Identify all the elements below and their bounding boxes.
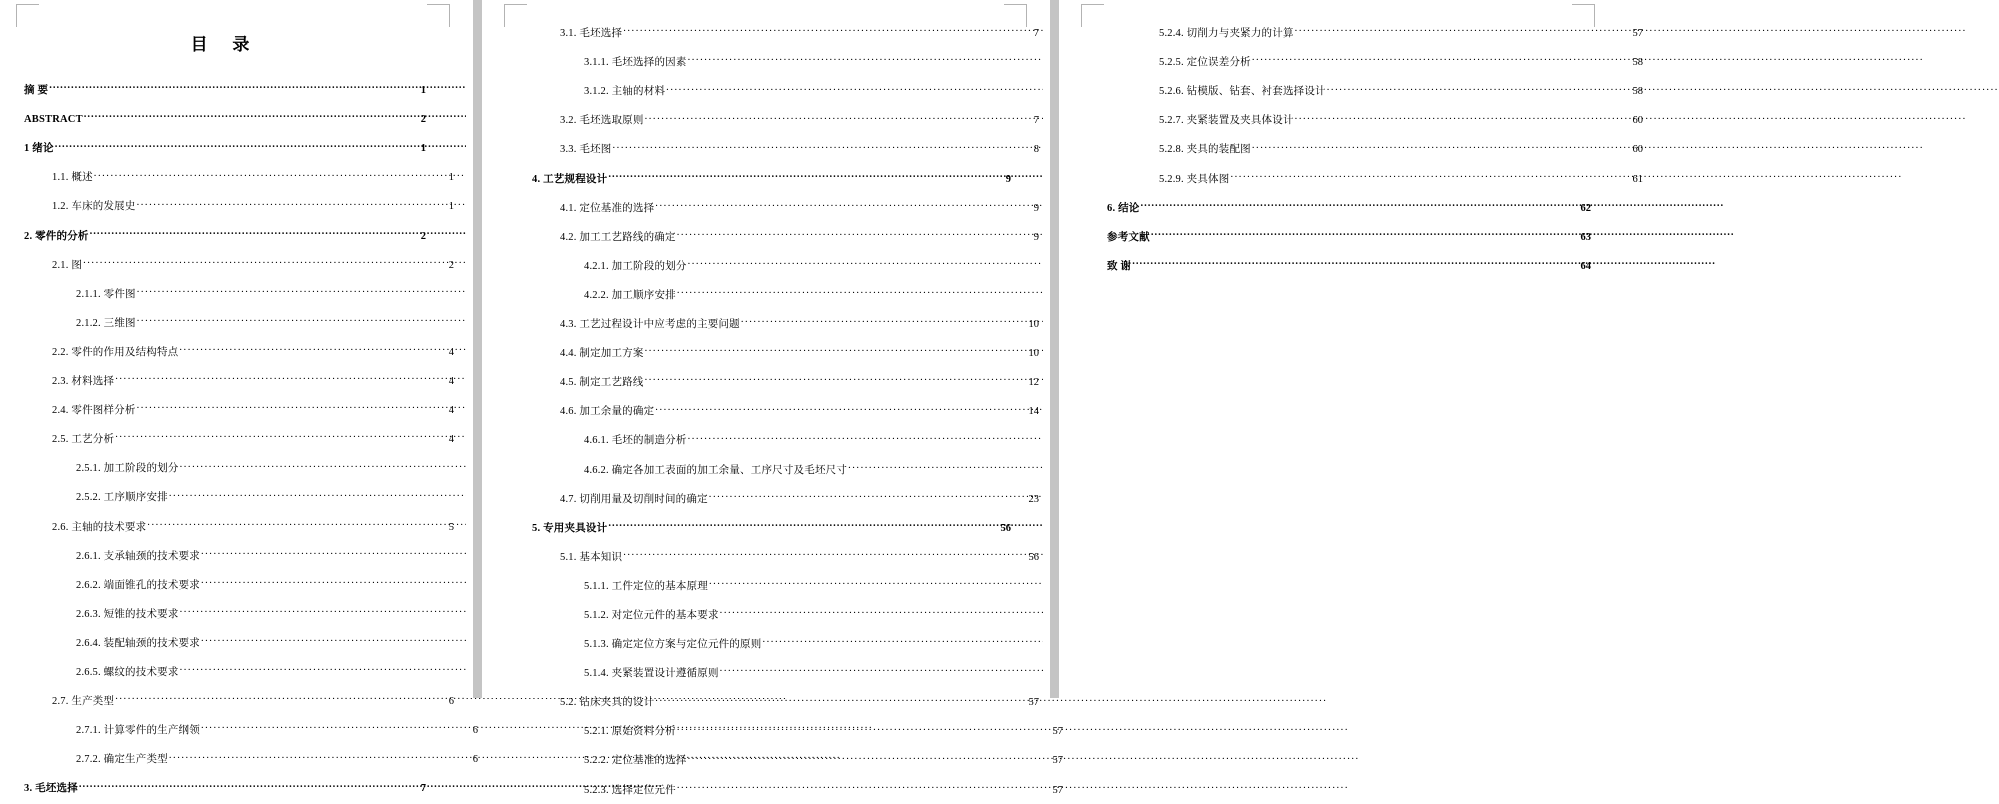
toc-leader-dots <box>1230 171 1631 182</box>
toc-entry-label: 4. 工艺规程设计 <box>532 173 608 185</box>
toc-entry[interactable] <box>24 570 478 599</box>
toc-entry-label: 4.4. 制定加工方案 <box>560 348 644 360</box>
toc-entry-label: 2.2. 零件的作用及结构特点 <box>52 346 179 358</box>
toc-entry-label: 2.6.4. 装配轴颈的技术要求 <box>76 637 200 649</box>
toc-entry-label: 3.3. 毛坯图 <box>560 144 612 156</box>
toc-entry[interactable] <box>24 482 478 511</box>
toc-entry-page-number: 14 <box>1028 406 1039 418</box>
toc-entry-label: 5.2.6. 钻模版、钻套、衬套选择设计 <box>1159 86 1326 98</box>
toc-entry-page-number: 60 <box>1632 144 1643 156</box>
toc-entry[interactable] <box>524 251 1063 280</box>
toc-entry-page-number: 1 <box>448 172 454 184</box>
toc-entry[interactable] <box>524 425 1063 454</box>
toc-leader-dots <box>1295 26 1631 37</box>
toc-leader-dots <box>666 84 1051 95</box>
toc-entry[interactable] <box>524 454 1063 483</box>
toc-leader-dots <box>1132 258 1579 269</box>
toc-entry-label: 5.2.4. 切削力与夹紧力的计算 <box>1159 28 1294 40</box>
toc-entry[interactable] <box>24 220 426 249</box>
toc-entry-label: 5.1.3. 确定定位方案与定位元件的原则 <box>584 639 762 651</box>
toc-entry-label: 2.6. 主轴的技术要求 <box>52 521 147 533</box>
toc-entry-label: 1 绪论 <box>24 143 54 155</box>
document-page-1 <box>0 0 478 795</box>
toc-leader-dots <box>90 228 414 239</box>
toc-leader-dots <box>201 548 466 559</box>
toc-entry-label: 2.1. 图 <box>52 259 83 271</box>
toc-entry[interactable] <box>1101 76 1643 105</box>
toc-entry-page-number: 57 <box>1632 28 1643 40</box>
toc-entry-label: 2.5. 工艺分析 <box>52 434 115 446</box>
toc-entry-label: 2.7.1. 计算零件的生产纲领 <box>76 725 200 737</box>
toc-entry[interactable] <box>524 76 1063 105</box>
toc-entry-page-number: 57 <box>1052 784 1063 796</box>
toc-entry-label: 2.1.1. 零件图 <box>76 288 136 300</box>
toc-leader-dots <box>94 170 442 181</box>
toc-entry-page-number: 12 <box>1028 377 1039 389</box>
toc-leader-dots <box>645 375 1027 386</box>
toc-entry-label: 5.2.8. 夹具的装配图 <box>1159 144 1251 156</box>
toc-entry-label: 5.2.3. 选择定位元件 <box>584 784 676 796</box>
toc-leader-dots <box>83 257 442 268</box>
toc-entry[interactable] <box>1101 163 1643 192</box>
toc-entry-label: 4.5. 制定工艺路线 <box>560 377 644 389</box>
toc-entry-label: 2.4. 零件图样分析 <box>52 405 136 417</box>
toc-entry-page-number: 8 <box>1033 144 1039 156</box>
toc-entry-label: 致 谢 <box>1107 260 1132 272</box>
toc-entry-label: 2.3. 材料选择 <box>52 376 115 388</box>
toc-entry-label: 2.6.5. 螺纹的技术要求 <box>76 666 179 678</box>
toc-entry-page-number: 4 <box>448 346 454 358</box>
toc-leader-dots <box>137 403 442 414</box>
toc-entry-label: 2.7. 生产类型 <box>52 696 115 708</box>
toc-leader-dots <box>608 171 999 182</box>
toc-leader-dots <box>741 317 1027 328</box>
toc-entry[interactable] <box>24 599 478 628</box>
toc-leader-dots <box>1151 229 1579 240</box>
toc-entry-page-number: 1 <box>448 201 454 213</box>
toc-leader-dots <box>169 490 466 501</box>
toc-entry-label: 5. 专用夹具设计 <box>532 522 608 534</box>
toc-leader-dots <box>623 26 1027 37</box>
toc-entry-label: 5.1.2. 对定位元件的基本要求 <box>584 609 719 621</box>
toc-entry-label: 5.1.4. 夹紧装置设计遵循原则 <box>584 668 719 680</box>
toc-entry[interactable] <box>1101 134 1643 163</box>
toc-entry-page-number: 63 <box>1580 231 1591 243</box>
toc-leader-dots <box>49 83 414 94</box>
toc-entry-label: 2. 零件的分析 <box>24 230 89 242</box>
toc-entry-page-number: 1 <box>420 143 426 155</box>
toc-entry-label: 5.2.5. 定位误差分析 <box>1159 57 1251 69</box>
toc-entry[interactable] <box>524 396 1039 425</box>
toc-entry[interactable] <box>524 280 1063 309</box>
toc-entry-page-number: 7 <box>1033 115 1039 127</box>
page-title: 目 录 <box>190 35 260 54</box>
toc-entry-label: 5.2.2. 定位基准的选择 <box>584 755 687 767</box>
toc-entry[interactable] <box>524 658 1063 687</box>
toc-leader-dots <box>848 462 1051 473</box>
toc-entry-label: 5.1.1. 工件定位的基本原理 <box>584 580 708 592</box>
toc-entry-label: 4.2.1. 加工阶段的划分 <box>584 260 687 272</box>
toc-entry-label: 2.5.2. 工序顺序安排 <box>76 492 168 504</box>
toc-entry-label: 3.1. 毛坯选择 <box>560 28 623 40</box>
toc-list-page-1 <box>24 75 478 802</box>
toc-entry-page-number: 57 <box>1028 697 1039 709</box>
toc-entry-page-number: 61 <box>1632 173 1643 185</box>
toc-entry[interactable] <box>24 337 454 366</box>
toc-entry[interactable] <box>524 716 1063 745</box>
toc-entry-page-number: 5 <box>448 521 454 533</box>
toc-entry[interactable] <box>24 162 454 191</box>
toc-entry-page-number: 7 <box>420 783 426 795</box>
toc-entry[interactable] <box>524 367 1039 396</box>
toc-entry[interactable] <box>24 453 478 482</box>
toc-leader-dots <box>612 142 1027 153</box>
toc-leader-dots <box>688 433 1051 444</box>
toc-leader-dots <box>677 229 1027 240</box>
toc-entry-label: 5.2.7. 夹紧装置及夹具体设计 <box>1159 115 1294 127</box>
toc-entry-page-number: 2 <box>448 259 454 271</box>
toc-leader-dots <box>84 112 414 123</box>
toc-entry-label: 5.2. 钻床夹具的设计 <box>560 697 655 709</box>
toc-entry[interactable] <box>1101 47 1643 76</box>
toc-entry-label: 6. 结论 <box>1107 202 1140 214</box>
toc-entry[interactable] <box>24 744 478 773</box>
toc-entry[interactable] <box>24 715 478 744</box>
toc-entry-page-number: 10 <box>1028 319 1039 331</box>
toc-entry[interactable] <box>524 600 1063 629</box>
toc-entry-page-number: 4 <box>448 405 454 417</box>
toc-entry-page-number: 9 <box>1005 173 1011 185</box>
toc-entry-label: 1.2. 车床的发展史 <box>52 201 136 213</box>
toc-entry[interactable] <box>24 308 478 337</box>
toc-entry[interactable] <box>24 773 426 802</box>
toc-entry[interactable] <box>24 424 454 453</box>
toc-entry-label: 2.5.1. 加工阶段的划分 <box>76 463 179 475</box>
toc-entry-label: 4.6.1. 毛坯的制造分析 <box>584 435 687 447</box>
toc-entry-page-number: 56 <box>1028 551 1039 563</box>
toc-leader-dots <box>688 753 1051 764</box>
toc-entry-page-number: 2 <box>420 230 426 242</box>
toc-entry[interactable] <box>24 628 478 657</box>
toc-entry[interactable] <box>24 279 478 308</box>
toc-entry-page-number: 6 <box>472 754 478 766</box>
toc-entry-page-number: 1 <box>420 85 426 97</box>
toc-leader-dots <box>180 461 466 472</box>
toc-leader-dots <box>709 578 1051 589</box>
toc-entry-page-number: 57 <box>1052 726 1063 738</box>
toc-entry-label: 2.6.3. 短锥的技术要求 <box>76 608 179 620</box>
toc-leader-dots <box>655 200 1027 211</box>
toc-leader-dots <box>709 491 1027 502</box>
toc-entry-label: 3.2. 毛坯选取原则 <box>560 115 644 127</box>
toc-entry[interactable] <box>1101 251 1591 280</box>
toc-entry[interactable] <box>524 774 1063 803</box>
toc-leader-dots <box>201 723 466 734</box>
toc-entry-label: 3. 毛坯选择 <box>24 783 78 795</box>
toc-leader-dots <box>137 286 466 297</box>
page-gutter-2 <box>1043 0 1065 698</box>
toc-entry[interactable] <box>524 484 1039 513</box>
toc-entry[interactable] <box>524 309 1039 338</box>
toc-entry[interactable] <box>1101 193 1591 222</box>
toc-leader-dots <box>677 782 1051 793</box>
toc-leader-dots <box>179 344 442 355</box>
toc-entry[interactable] <box>524 338 1039 367</box>
toc-entry-label: 2.6.1. 支承轴颈的技术要求 <box>76 550 200 562</box>
toc-leader-dots <box>677 724 1051 735</box>
toc-leader-dots <box>1141 200 1580 211</box>
toc-list-page-3 <box>1101 0 1643 280</box>
toc-leader-dots <box>1252 142 1631 153</box>
toc-entry-page-number: 6 <box>472 725 478 737</box>
toc-entry-label: 1.1. 概述 <box>52 172 93 184</box>
toc-entry-page-number: 23 <box>1028 493 1039 505</box>
crop-mark-top-right-icon <box>427 4 450 27</box>
toc-entry-page-number: 60 <box>1632 115 1643 127</box>
toc-entry[interactable] <box>1101 222 1591 251</box>
toc-leader-dots <box>608 520 999 531</box>
toc-entry-label: 2.7.2. 确定生产类型 <box>76 754 168 766</box>
toc-leader-dots <box>201 577 466 588</box>
toc-entry[interactable] <box>24 191 454 220</box>
toc-entry[interactable] <box>24 250 454 279</box>
toc-leader-dots <box>645 113 1027 124</box>
toc-entry-label: 5.2.1. 原始资料分析 <box>584 726 676 738</box>
toc-leader-dots <box>147 519 442 530</box>
toc-entry-label: 4.7. 切削用量及切削时间的确定 <box>560 493 708 505</box>
toc-entry-label: 4.6.2. 确定各加工表面的加工余量、工序尺寸及毛坯尺寸 <box>584 464 848 476</box>
toc-entry[interactable] <box>524 163 1011 192</box>
toc-entry[interactable] <box>524 222 1039 251</box>
toc-entry[interactable] <box>524 571 1063 600</box>
toc-entry-page-number: 56 <box>1000 522 1011 534</box>
toc-entry-page-number: 58 <box>1632 86 1643 98</box>
toc-entry-label: 2.6.2. 端面锥孔的技术要求 <box>76 579 200 591</box>
toc-entry[interactable] <box>24 541 478 570</box>
toc-entry[interactable] <box>1101 105 1643 134</box>
toc-leader-dots <box>655 695 1027 706</box>
toc-leader-dots <box>169 752 466 763</box>
toc-entry-page-number: 6 <box>448 696 454 708</box>
toc-entry[interactable] <box>524 687 1039 716</box>
toc-leader-dots <box>115 694 442 705</box>
toc-leader-dots <box>688 258 1051 269</box>
document-page-2 <box>488 0 1063 796</box>
toc-entry[interactable] <box>24 511 454 540</box>
toc-entry[interactable] <box>524 18 1039 47</box>
toc-leader-dots <box>79 781 414 792</box>
toc-entry-page-number: 9 <box>1033 231 1039 243</box>
toc-leader-dots <box>1327 84 1631 95</box>
toc-entry-page-number: 4 <box>448 434 454 446</box>
toc-entry[interactable] <box>524 105 1039 134</box>
toc-leader-dots <box>688 55 1051 66</box>
toc-entry[interactable] <box>524 542 1039 571</box>
toc-leader-dots <box>201 635 466 646</box>
toc-entry-label: 4.6. 加工余量的确定 <box>560 406 655 418</box>
toc-entry-page-number: 10 <box>1028 348 1039 360</box>
toc-entry-label: 3.1.2. 主轴的材料 <box>584 86 666 98</box>
toc-entry-label: 5.2.9. 夹具体图 <box>1159 173 1230 185</box>
toc-entry-label: 5.1. 基本知识 <box>560 551 623 563</box>
toc-entry[interactable] <box>524 513 1011 542</box>
toc-entry-label: 参考文献 <box>1107 231 1150 243</box>
toc-entry-label: 4.3. 工艺过程设计中应考虑的主要问题 <box>560 319 740 331</box>
toc-entry-page-number: 64 <box>1580 260 1591 272</box>
toc-entry-page-number: 57 <box>1052 755 1063 767</box>
toc-leader-dots <box>115 374 442 385</box>
toc-entry-page-number: 58 <box>1632 57 1643 69</box>
toc-entry[interactable] <box>1101 18 1643 47</box>
toc-leader-dots <box>762 637 1051 648</box>
toc-entry[interactable] <box>24 75 426 104</box>
toc-entry-label: 4.1. 定位基准的选择 <box>560 202 655 214</box>
toc-entry-page-number: 2 <box>420 114 426 126</box>
toc-entry[interactable] <box>24 395 454 424</box>
toc-entry[interactable] <box>24 686 454 715</box>
toc-entry-label: 2.1.2. 三维图 <box>76 317 136 329</box>
toc-leader-dots <box>180 664 466 675</box>
toc-leader-dots <box>137 315 466 326</box>
toc-leader-dots <box>720 607 1051 618</box>
toc-leader-dots <box>137 199 442 210</box>
toc-entry-page-number: 4 <box>448 376 454 388</box>
toc-entry-page-number: 7 <box>1033 28 1039 40</box>
toc-entry-label: 4.2.2. 加工顺序安排 <box>584 289 676 301</box>
toc-list-page-2 <box>524 0 1063 804</box>
toc-entry-label: 3.1.1. 毛坯选择的因素 <box>584 57 687 69</box>
document-page-3 <box>1065 0 1643 698</box>
toc-entry[interactable] <box>24 657 478 686</box>
page-gutter-1 <box>466 0 488 698</box>
toc-entry-label: 4.2. 加工工艺路线的确定 <box>560 231 676 243</box>
toc-entry[interactable] <box>524 193 1039 222</box>
toc-entry[interactable] <box>524 745 1063 774</box>
toc-leader-dots <box>677 287 1051 298</box>
toc-leader-dots <box>645 346 1027 357</box>
toc-entry-page-number: 62 <box>1580 202 1591 214</box>
toc-entry-label: 摘 要 <box>24 85 49 97</box>
toc-leader-dots <box>623 549 1027 560</box>
toc-entry[interactable] <box>524 629 1063 658</box>
toc-leader-dots <box>1252 55 1631 66</box>
toc-entry[interactable] <box>24 104 426 133</box>
toc-entry[interactable] <box>24 366 454 395</box>
toc-leader-dots <box>180 606 466 617</box>
toc-leader-dots <box>655 404 1027 415</box>
toc-entry-page-number: 9 <box>1033 202 1039 214</box>
toc-leader-dots <box>55 141 414 152</box>
toc-leader-dots <box>1295 113 1631 124</box>
toc-entry[interactable] <box>24 133 426 162</box>
toc-entry[interactable] <box>524 47 1063 76</box>
toc-entry[interactable] <box>524 134 1039 163</box>
toc-leader-dots <box>720 666 1051 677</box>
toc-leader-dots <box>115 432 442 443</box>
toc-entry-label: ABSTRACT <box>24 114 83 126</box>
